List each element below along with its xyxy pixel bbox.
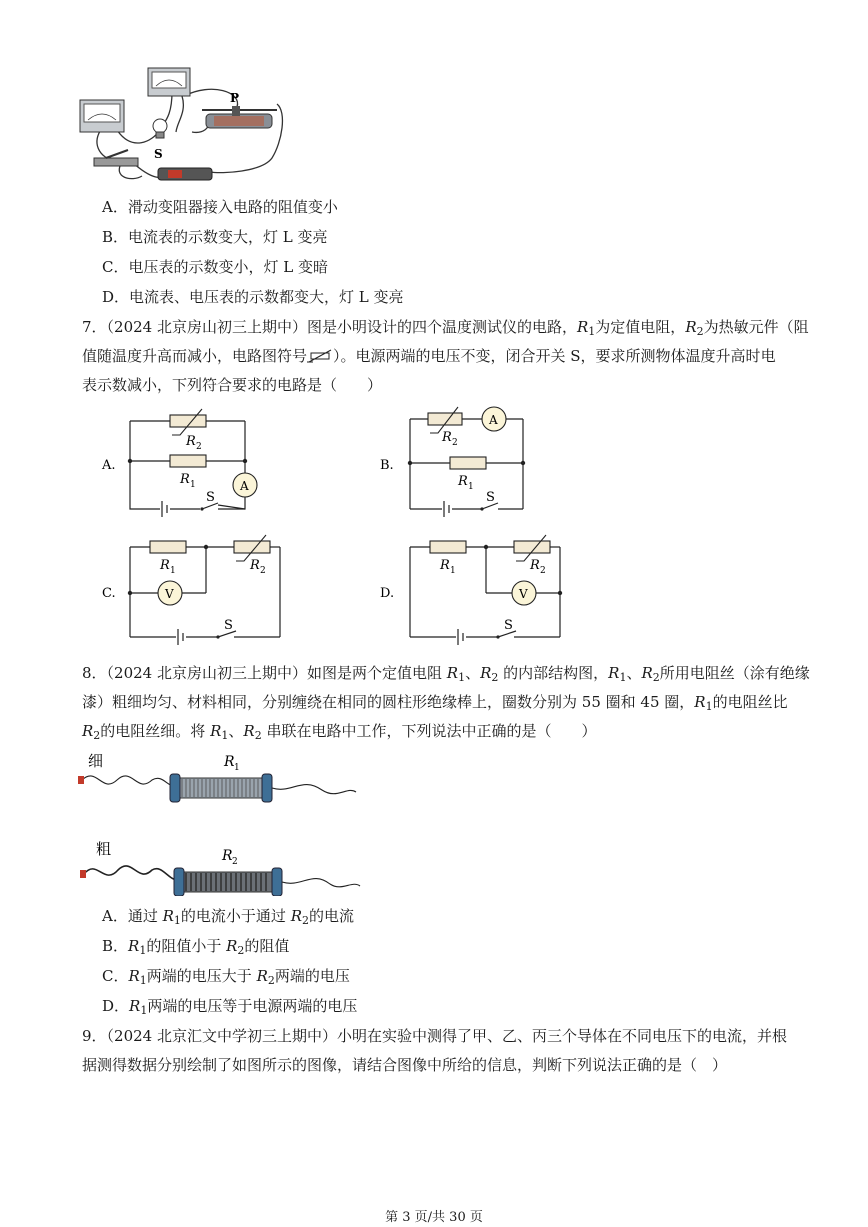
q8-option-c[interactable]: C．$R_1$两端的电压大于 $R_2$两端的电压 bbox=[102, 967, 350, 987]
svg-text:R: R bbox=[180, 472, 190, 487]
svg-text:R: R bbox=[250, 558, 260, 573]
svg-text:R: R bbox=[530, 558, 540, 573]
voltmeter-icon: V bbox=[165, 587, 174, 601]
svg-text:R: R bbox=[458, 474, 468, 489]
thermistor-symbol-icon bbox=[307, 349, 333, 363]
svg-text:1: 1 bbox=[234, 763, 240, 773]
svg-text:R: R bbox=[186, 434, 196, 449]
q8-stem-line3: $R_2$的电阻丝细。将 $R_1$、$R_2$ 串联在电路中工作，下列说法中正确的是（ ） bbox=[82, 722, 597, 742]
svg-text:S: S bbox=[206, 490, 215, 505]
svg-text:2: 2 bbox=[232, 857, 238, 867]
svg-text:S: S bbox=[224, 618, 233, 633]
q8-stem-line2: 漆）粗细均匀、材料相同，分别缠绕在相同的圆柱形绝缘棒上，圈数分别为 55 圈和 45 圈，$R_1$的电阻丝比 bbox=[82, 693, 788, 713]
q6-option-d[interactable]: D．电流表、电压表的示数都变大，灯 L 变亮 bbox=[102, 288, 404, 306]
circuit-d-label: D. bbox=[380, 586, 395, 601]
svg-text:S: S bbox=[486, 490, 495, 505]
q9-stem-line2: 据测得数据分别绘制了如图所示的图像，请结合图像中所给的信息，判断下列说法正确的是（ ） bbox=[82, 1056, 728, 1074]
svg-text:1: 1 bbox=[450, 566, 456, 576]
q6-option-b[interactable]: B．电流表的示数变大，灯 L 变亮 bbox=[102, 228, 328, 246]
svg-text:R: R bbox=[222, 848, 233, 864]
svg-text:1: 1 bbox=[170, 566, 176, 576]
page-footer: 第 3 页/共 30 页 bbox=[385, 1210, 483, 1225]
thick-label: 粗 bbox=[96, 840, 112, 858]
q6-p-label: P bbox=[230, 91, 240, 105]
circuit-b-label: B. bbox=[380, 458, 394, 473]
q8-option-d[interactable]: D．$R_1$两端的电压等于电源两端的电压 bbox=[102, 997, 358, 1017]
svg-text:R: R bbox=[442, 430, 452, 445]
svg-text:2: 2 bbox=[196, 442, 202, 452]
circuit-c-label: C. bbox=[102, 586, 116, 601]
voltmeter-icon: V bbox=[519, 587, 528, 601]
svg-text:R: R bbox=[440, 558, 450, 573]
svg-text:1: 1 bbox=[190, 480, 196, 490]
svg-text:S: S bbox=[504, 618, 513, 633]
q6-apparatus-figure bbox=[72, 62, 292, 190]
q7-circuit-diagrams bbox=[90, 405, 610, 645]
q8-option-b[interactable]: B．$R_1$的阻值小于 $R_2$的阻值 bbox=[102, 937, 290, 957]
q8-resistor-coil-figure bbox=[72, 746, 372, 896]
q9-stem-line1: 9．（2024 北京汇文中学初三上期中）小明在实验中测得了甲、乙、丙三个导体在不同电压下的电流，并根 bbox=[82, 1027, 787, 1045]
q7-stem-line2: 值随温度升高而减小，电路图符号 ）。电源两端的电压不变，闭合开关 S，要求所测物体温度升高时电 bbox=[82, 347, 776, 365]
q6-option-c[interactable]: C．电压表的示数变小，灯 L 变暗 bbox=[102, 258, 328, 276]
svg-text:R: R bbox=[160, 558, 170, 573]
svg-text:2: 2 bbox=[540, 566, 546, 576]
q7-stem-line3: 表示数减小，下列符合要求的电路是（ ） bbox=[82, 376, 383, 394]
q8-stem-line1: 8．（2024 北京房山初三上期中）如图是两个定值电阻 $R_1$、$R_2$ 的内部结构图，$R_1$、$R_2$所用电阻丝（涂有绝缘 bbox=[82, 664, 810, 684]
ammeter-icon: A bbox=[489, 413, 498, 427]
svg-text:2: 2 bbox=[260, 566, 266, 576]
circuit-a-label: A. bbox=[102, 458, 116, 473]
thin-label: 细 bbox=[88, 752, 104, 770]
q6-s-label: S bbox=[154, 147, 163, 161]
svg-text:R: R bbox=[224, 754, 235, 770]
svg-text:2: 2 bbox=[452, 438, 458, 448]
q7-stem-line1: 7．（2024 北京房山初三上期中）图是小明设计的四个温度测试仪的电路，$R_1$为定值电阻，$R_2$为热敏元件（阻 bbox=[82, 318, 809, 338]
ammeter-icon: A bbox=[240, 479, 249, 493]
svg-text:1: 1 bbox=[468, 482, 474, 492]
q6-option-a[interactable]: A．滑动变阻器接入电路的阻值变小 bbox=[102, 198, 338, 216]
q8-option-a[interactable]: A．通过 $R_1$的电流小于通过 $R_2$的电流 bbox=[102, 907, 354, 927]
